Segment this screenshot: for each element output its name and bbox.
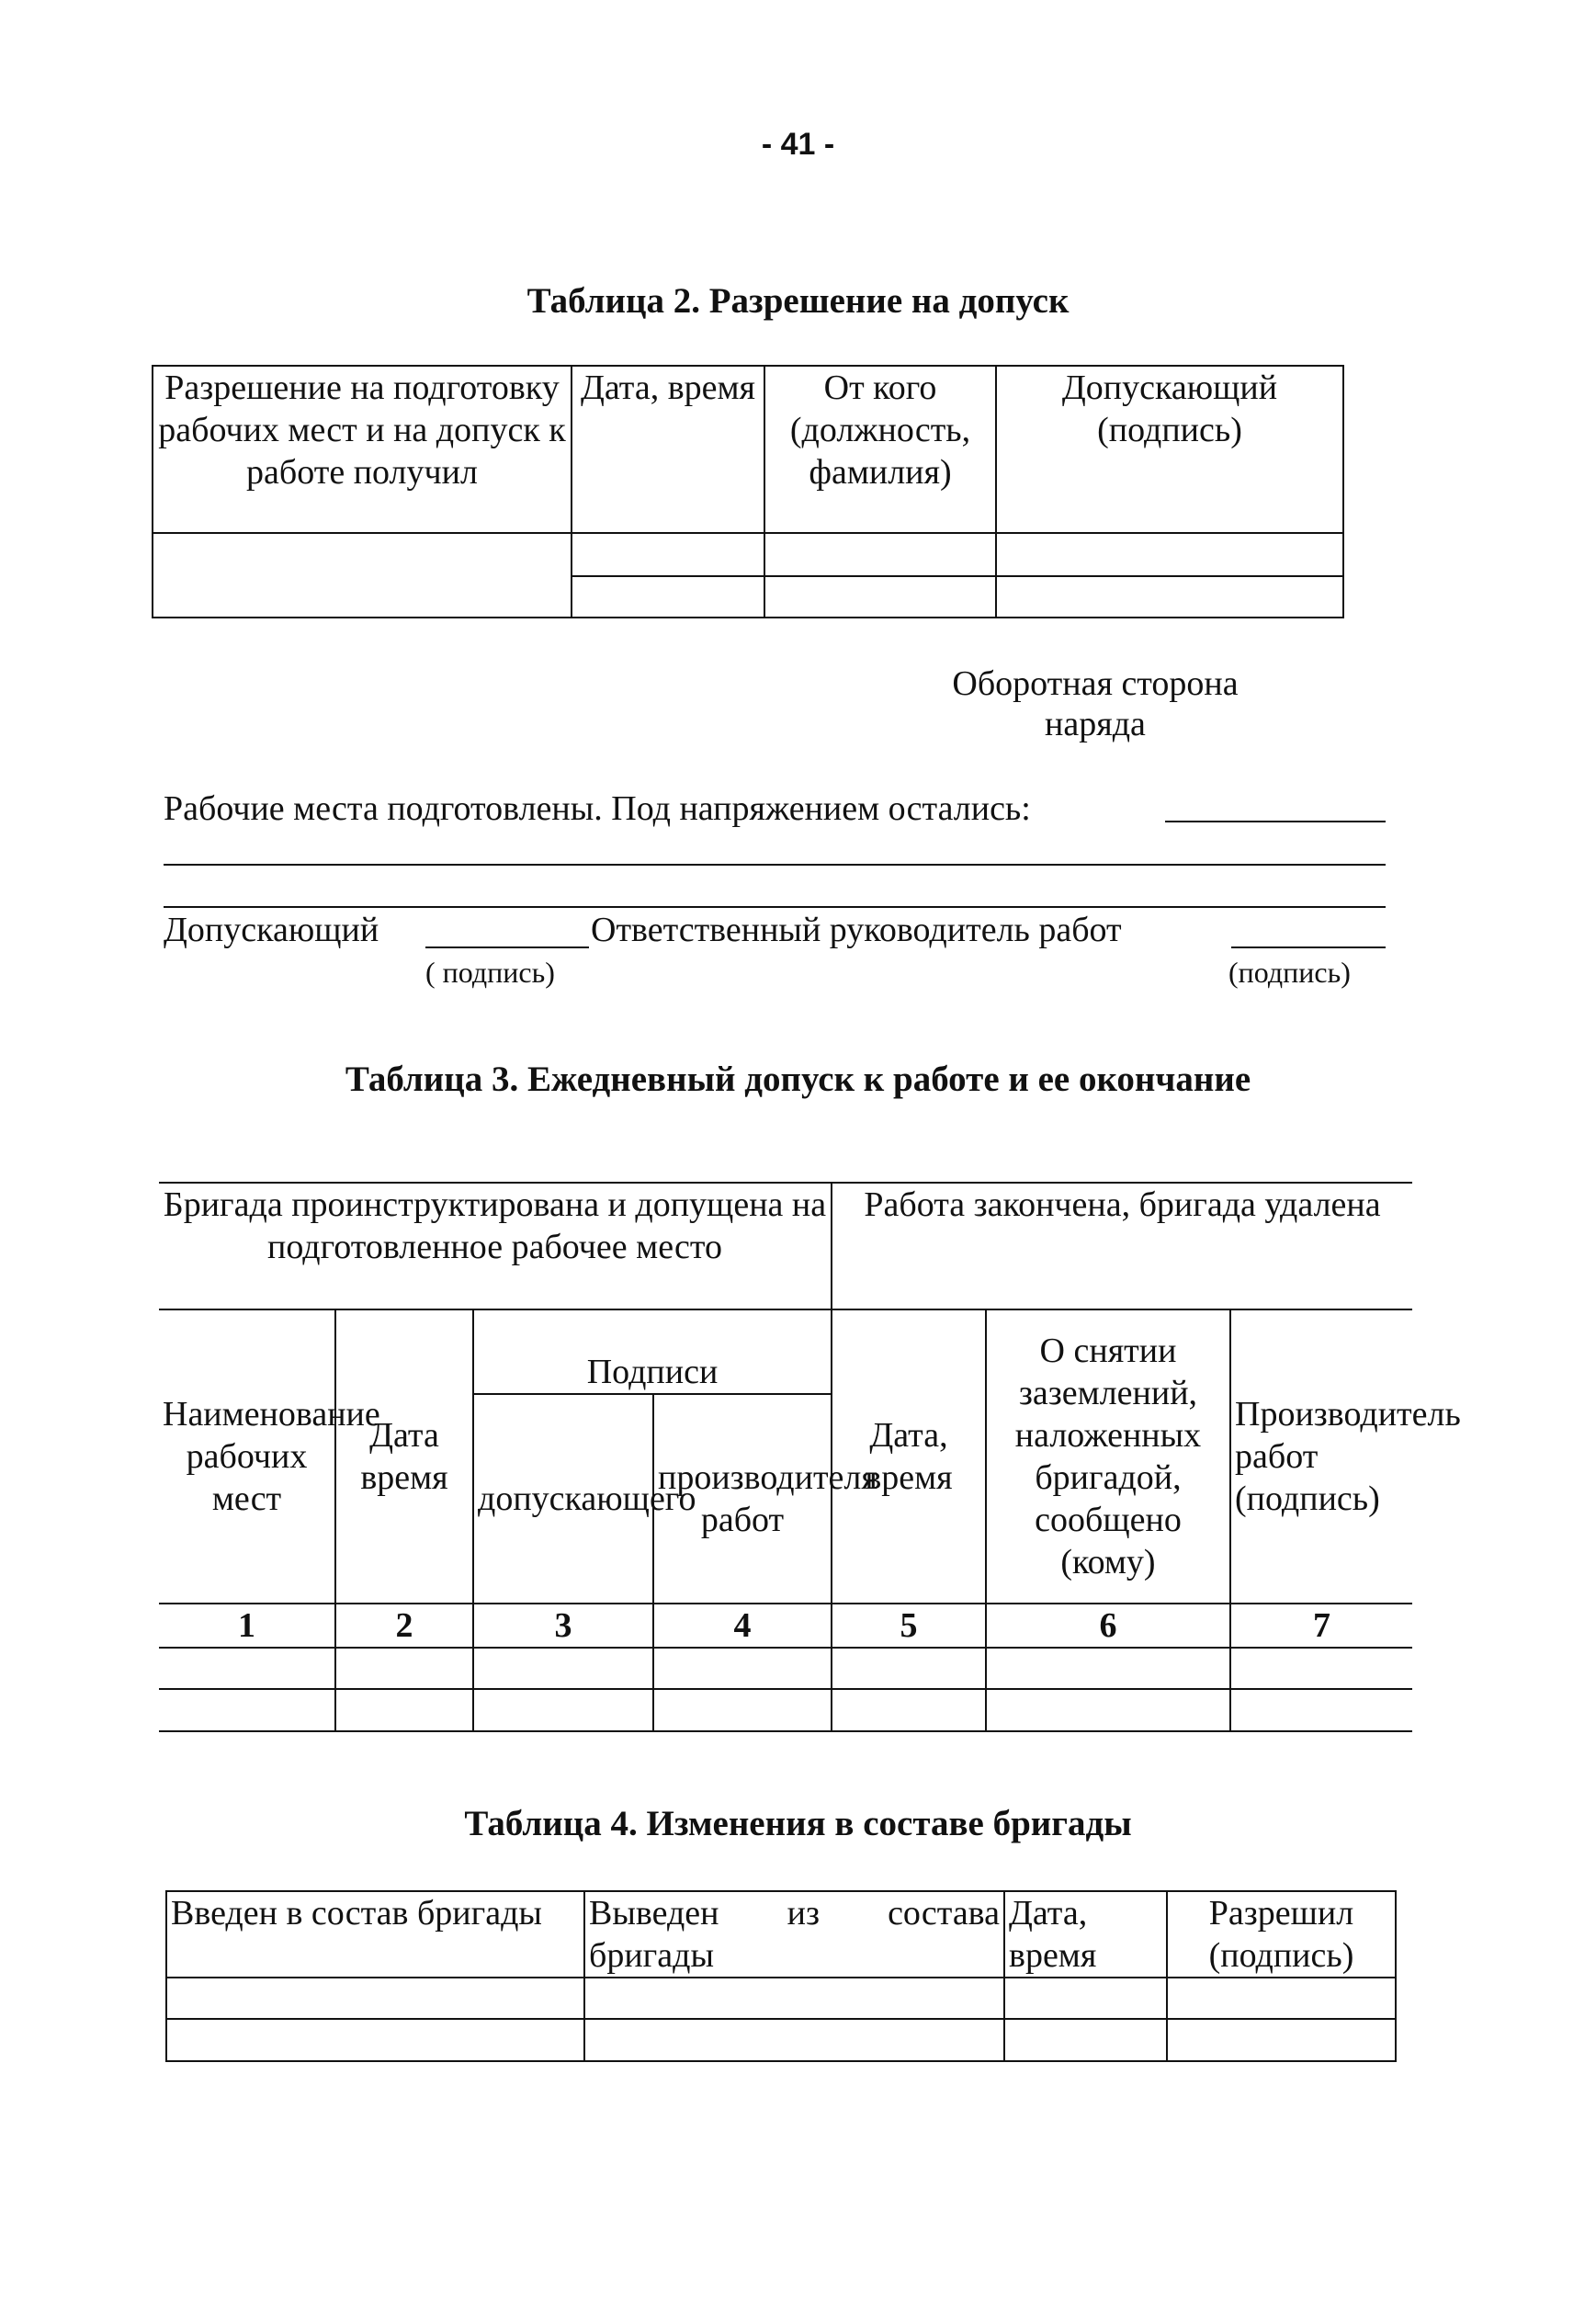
table2-cell xyxy=(572,576,764,618)
table3-header-admitter: допускающего xyxy=(473,1394,653,1604)
table3-cell xyxy=(159,1648,335,1689)
table3-header-date-2: Дата, время xyxy=(832,1309,986,1604)
table3-column-number: 5 xyxy=(832,1604,986,1648)
table4-cell xyxy=(166,1978,584,2019)
table3-cell xyxy=(335,1689,473,1731)
table3-group-briefed: Бригада проинструктирована и допущена на подготовленное рабочее место xyxy=(159,1183,832,1309)
manager-label: Ответственный руководитель работ xyxy=(591,911,1122,949)
table4-header-removed: Выведен из состава бригады xyxy=(584,1891,1004,1978)
table3-header-workplaces: Наименование рабочих мест xyxy=(159,1309,335,1604)
table3-cell xyxy=(986,1689,1230,1731)
table3-header-foreman-sign: производителя работ xyxy=(653,1394,832,1604)
table2-header-permission: Разрешение на подготовку рабочих мест и на допуск к работе получил xyxy=(153,366,572,533)
table4-cell xyxy=(1167,1978,1396,2019)
table3-cell xyxy=(473,1648,653,1689)
table3-cell xyxy=(335,1648,473,1689)
table3-cell xyxy=(832,1689,986,1731)
table2-cell xyxy=(996,576,1343,618)
table3-header-foreman: Производитель работ (подпись) xyxy=(1230,1309,1412,1604)
table2-title: Таблица 2. Разрешение на допуск xyxy=(526,281,1070,321)
signature-line xyxy=(425,946,589,948)
table2-cell xyxy=(764,576,996,618)
table4-header-date: Дата, время xyxy=(1004,1891,1167,1978)
table3-cell xyxy=(653,1689,832,1731)
fill-line xyxy=(164,906,1386,908)
fill-line xyxy=(164,864,1386,866)
table3-cell xyxy=(1230,1648,1412,1689)
table4-cell xyxy=(1004,2019,1167,2061)
signature-line xyxy=(1231,946,1386,948)
table3-header-signatures: Подписи xyxy=(473,1309,832,1394)
signature-caption-2: (подпись) xyxy=(1228,956,1351,989)
table4-cell xyxy=(166,2019,584,2061)
table4-cell xyxy=(1167,2019,1396,2061)
prepared-text: Рабочие места подготовлены. Под напряжением остались: xyxy=(164,789,1031,828)
table3-title: Таблица 3. Ежедневный допуск к работе и ее окончание xyxy=(345,1060,1251,1099)
table3-header-grounding: О снятии заземлений, наложенных бригадой, сообщено (кому) xyxy=(986,1309,1230,1604)
reverse-side-label-2: наряда xyxy=(1045,705,1146,743)
fill-line xyxy=(1165,821,1386,822)
table3-group-finished: Работа закончена, бригада удалена xyxy=(832,1183,1412,1309)
table2-header-from: От кого (должность, фамилия) xyxy=(764,366,996,533)
table3-cell xyxy=(1230,1689,1412,1731)
table2-header-date: Дата, время xyxy=(572,366,764,533)
table3-header-date: Дата время xyxy=(335,1309,473,1604)
table2-cell xyxy=(572,533,764,576)
table4 xyxy=(165,1890,1397,2062)
table3-column-number: 6 xyxy=(986,1604,1230,1648)
table2-cell xyxy=(996,533,1343,576)
table3-column-number: 2 xyxy=(335,1604,473,1648)
table3-column-number: 7 xyxy=(1230,1604,1412,1648)
table3-cell xyxy=(653,1648,832,1689)
table4-cell xyxy=(584,2019,1004,2061)
page-number: - 41 - xyxy=(761,127,835,162)
signature-caption-1: ( подпись) xyxy=(425,956,555,989)
table3-cell xyxy=(159,1689,335,1731)
table4-title: Таблица 4. Изменения в составе бригады xyxy=(464,1804,1132,1843)
table3 xyxy=(159,1182,1461,1732)
table3-column-number: 3 xyxy=(473,1604,653,1648)
table4-header-approved: Разрешил (подпись) xyxy=(1167,1891,1396,1978)
table3-column-number: 1 xyxy=(159,1604,335,1648)
table2 xyxy=(152,365,1344,618)
reverse-side-label: Оборотная сторона xyxy=(952,664,1239,703)
table4-cell xyxy=(1004,1978,1167,2019)
table3-cell xyxy=(832,1648,986,1689)
table2-cell xyxy=(764,533,996,576)
table3-cell xyxy=(473,1689,653,1731)
table2-header-admitter: Допускающий (подпись) xyxy=(996,366,1343,533)
table2-cell xyxy=(153,533,572,618)
table4-header-added: Введен в состав бригады xyxy=(166,1891,584,1978)
table3-cell xyxy=(986,1648,1230,1689)
table4-cell xyxy=(584,1978,1004,2019)
admitter-label: Допускающий xyxy=(164,911,379,949)
table3-column-number: 4 xyxy=(653,1604,832,1648)
